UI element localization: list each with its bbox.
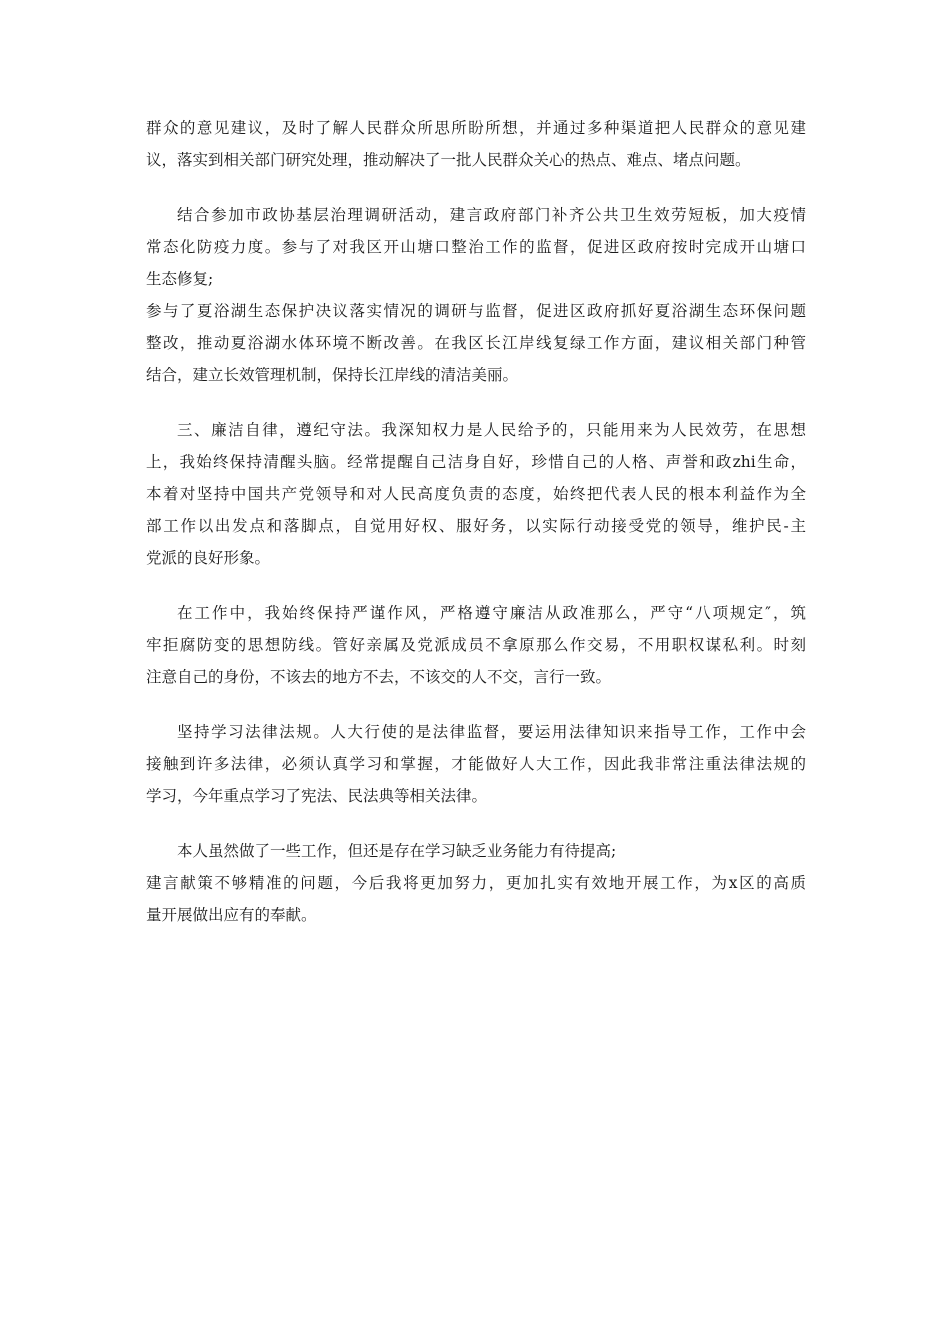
text-line: 上，我始终保持清醒头脑。经常提醒自己洁身自好，珍惜自己的人格、声誉和政zhi生命，: [146, 453, 806, 471]
text-line: 常态化防疫力度。参与了对我区开山塘口整治工作的监督，促进区政府按时完成开山塘口: [146, 238, 806, 256]
text-line: 坚持学习法律法规。人大行使的是法律监督，要运用法律知识来指导工作，工作中会: [177, 723, 806, 741]
text-line: 部工作以出发点和落脚点，自觉用好权、服好务，以实际行动接受党的领导，维护民-主: [146, 517, 806, 535]
text-line: 结合，建立长效管理机制，保持长江岸线的清洁美丽。: [146, 366, 519, 384]
text-line: 学习，今年重点学习了宪法、民法典等相关法律。: [146, 787, 488, 805]
text-line: 群众的意见建议，及时了解人民群众所思所盼所想，并通过多种渠道把人民群众的意见建: [146, 119, 806, 137]
text-line: 在工作中，我始终保持严谨作风，严格遵守廉洁从政准那么，严守“八项规定″，筑: [177, 604, 806, 622]
text-line: 参与了夏浴湖生态保护决议落实情况的调研与监督，促进区政府抓好夏浴湖生态环保问题: [146, 302, 806, 320]
text-line: 议，落实到相关部门研究处理，推动解决了一批人民群众关心的热点、难点、堵点问题。: [146, 151, 751, 169]
paragraph-5: [146, 716, 806, 812]
text-line: 生态修复;: [146, 270, 214, 288]
paragraph-2: [146, 199, 806, 391]
text-line: 本人虽然做了一些工作，但还是存在学习缺乏业务能力有待提高;: [177, 842, 617, 860]
text-line: 三、廉洁自律，遵纪守法。我深知权力是人民给予的，只能用来为人民效劳，在思想: [177, 421, 806, 439]
text-line: 结合参加市政协基层治理调研活动，建言政府部门补齐公共卫生效劳短板，加大疫情: [177, 206, 806, 224]
text-line: 量开展做出应有的奉献。: [146, 906, 317, 924]
document-body: [146, 112, 806, 954]
text-line: 接触到许多法律，必须认真学习和掌握，才能做好人大工作，因此我非常注重法律法规的: [146, 755, 806, 773]
text-line: 建言献策不够精准的问题，今后我将更加努力，更加扎实有效地开展工作，为x区的高质: [146, 874, 806, 892]
text-line: 党派的良好形象。: [146, 549, 271, 567]
paragraph-1: [146, 112, 806, 176]
text-line: 本着对坚持中国共产党领导和对人民高度负责的态度，始终把代表人民的根本利益作为全: [146, 485, 806, 503]
paragraph-6: [146, 835, 806, 931]
text-line: 整改，推动夏浴湖水体环境不断改善。在我区长江岸线复绿工作方面，建议相关部门种管: [146, 334, 806, 352]
text-line: 牢拒腐防变的思想防线。管好亲属及党派成员不拿原那么作交易，不用职权谋私利。时刻: [146, 636, 806, 654]
paragraph-3: [146, 414, 806, 574]
text-line: 注意自己的身份，不该去的地方不去，不该交的人不交，言行一致。: [146, 668, 612, 686]
paragraph-4: [146, 597, 806, 693]
